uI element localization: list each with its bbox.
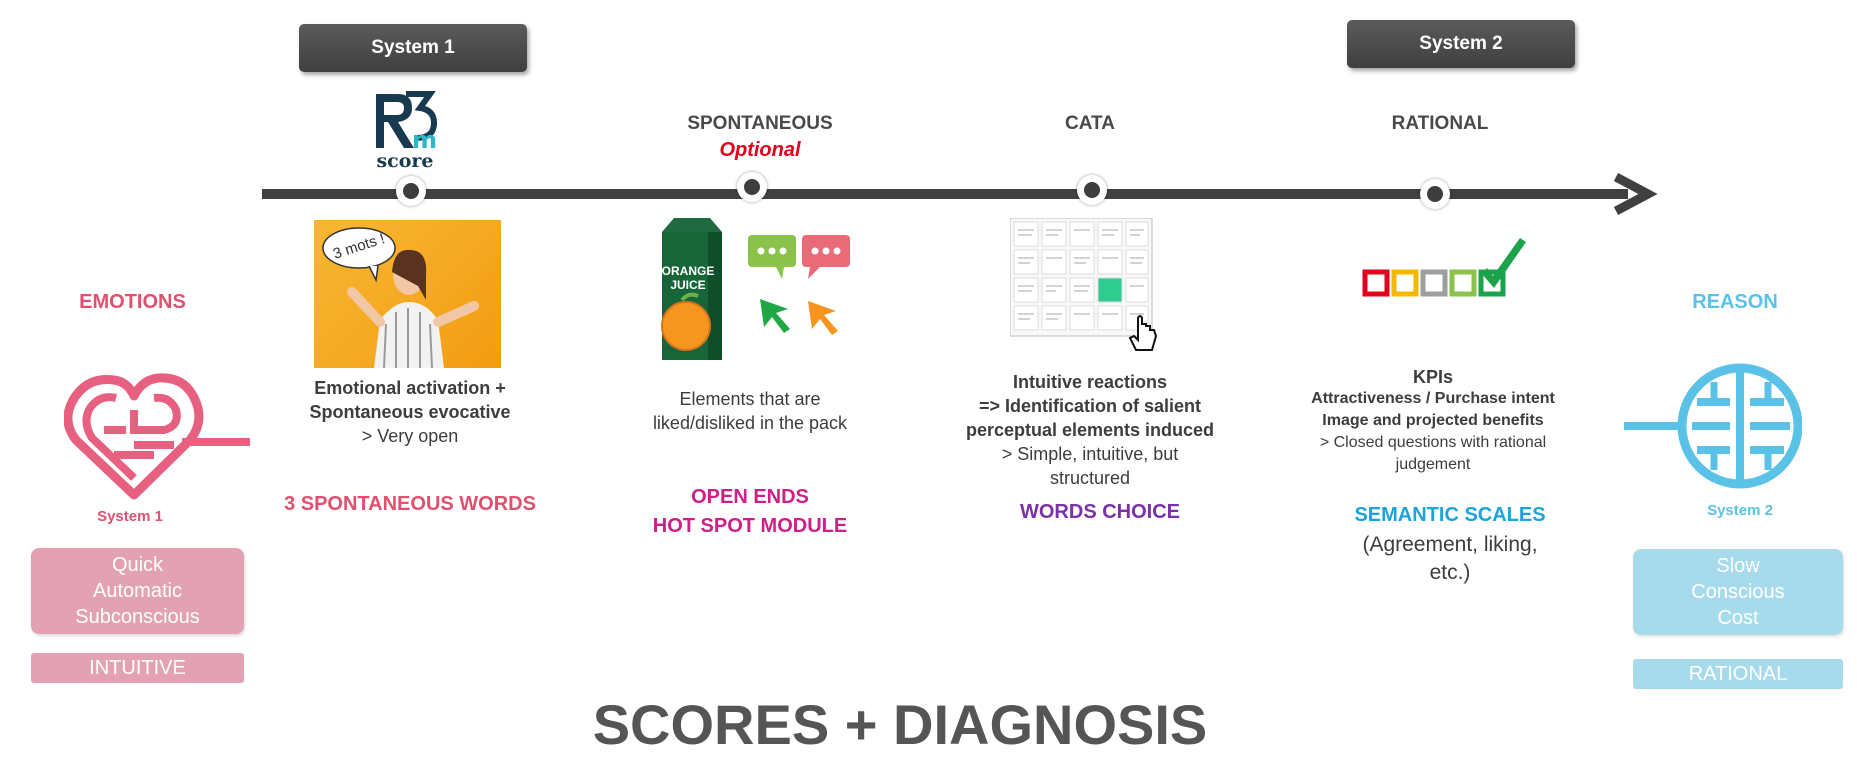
- timeline-node-3: [1077, 175, 1107, 205]
- col2-desc-line1: Elements that are: [679, 389, 821, 409]
- col4-desc-line2: Attractiveness / Purchase intent: [1311, 390, 1555, 407]
- col2-method: [620, 483, 880, 541]
- trait-subconscious: Subconscious: [75, 606, 200, 628]
- col2-method-line1: OPEN ENDS: [691, 486, 809, 508]
- step-label-rational: RATIONAL: [1391, 113, 1489, 134]
- system-2-badge: System 2: [1347, 20, 1575, 68]
- right-icon-caption: System 2: [1707, 502, 1773, 519]
- step-label-spontaneous: SPONTANEOUS: [687, 113, 833, 134]
- timeline-node-4: [1420, 179, 1450, 209]
- right-mode-badge: RATIONAL: [1633, 659, 1843, 689]
- woman-photo: [314, 220, 501, 368]
- col4-method-sub1: (Agreement, liking,: [1362, 533, 1538, 556]
- footer-title: SCORES + DIAGNOSIS: [592, 693, 1208, 756]
- col1-desc-line2: Spontaneous evocative: [309, 402, 511, 422]
- rating-scale-checkbox-icon: [1362, 236, 1532, 304]
- col3-desc-line3: perceptual elements induced: [965, 420, 1215, 440]
- cata-word-grid: [1010, 218, 1160, 358]
- trait-cost: Cost: [1717, 607, 1759, 629]
- col3-desc-line1: Intuitive reactions: [1012, 372, 1168, 392]
- col4-desc-line1: KPIs: [1412, 367, 1454, 387]
- col4-desc-line5: judgement: [1395, 456, 1471, 473]
- orange-juice-carton: [654, 214, 729, 362]
- col3-description: [960, 370, 1220, 490]
- trait-slow: Slow: [1716, 555, 1760, 577]
- col1-method: 3 SPONTANEOUS WORDS: [284, 493, 536, 515]
- col4-desc-line3: Image and projected benefits: [1322, 412, 1544, 429]
- step-label-cata: CATA: [1065, 113, 1115, 134]
- timeline-node-2: [737, 172, 767, 202]
- timeline-node-1: [396, 176, 426, 206]
- step-sublabel-optional: Optional: [719, 139, 801, 161]
- left-mode-badge: INTUITIVE: [31, 653, 244, 683]
- left-traits-box: [31, 548, 244, 634]
- carton-text-juice: JUICE: [670, 278, 706, 292]
- left-icon-caption: System 1: [97, 508, 163, 525]
- right-traits-box: [1633, 549, 1843, 635]
- system-1-badge: System 1: [299, 24, 527, 72]
- trait-quick: Quick: [111, 554, 164, 576]
- svg-text:m: m: [412, 126, 438, 152]
- col3-desc-line2: => Identification of salient: [978, 396, 1202, 416]
- col4-desc-line4: > Closed questions with rational: [1319, 434, 1547, 451]
- col3-method: WORDS CHOICE: [1020, 501, 1180, 523]
- col2-description: [620, 387, 880, 435]
- emotions-heading: EMOTIONS: [79, 291, 186, 313]
- col1-description: [290, 376, 530, 448]
- chat-bubble-green-icon: [748, 235, 796, 279]
- col4-description: [1298, 366, 1568, 476]
- col3-desc-line5: structured: [1049, 468, 1131, 488]
- reason-heading: REASON: [1692, 291, 1778, 313]
- trait-automatic: Automatic: [93, 580, 182, 602]
- logo-score-text: score: [376, 150, 434, 172]
- brain-maze-icon: [1622, 362, 1802, 492]
- col4-method-sub2: etc.): [1429, 561, 1471, 584]
- col4-method-sub: [1330, 531, 1570, 587]
- col4-method: SEMANTIC SCALES: [1354, 504, 1546, 526]
- col2-method-line2: HOT SPOT MODULE: [652, 515, 848, 537]
- chat-bubble-red-icon: [802, 235, 850, 279]
- heart-maze-icon: [64, 370, 254, 502]
- col1-desc-line3: > Very open: [361, 426, 459, 446]
- cursor-green-icon: [758, 297, 794, 335]
- cursor-orange-icon: [806, 299, 842, 337]
- r3m-score-logo: [370, 90, 440, 172]
- speech-bubble-text: 3 mots !: [330, 230, 387, 263]
- col1-desc-line1: Emotional activation +: [314, 378, 506, 398]
- col2-desc-line2: liked/disliked in the pack: [652, 413, 848, 433]
- trait-conscious: Conscious: [1691, 581, 1785, 603]
- carton-text-orange: ORANGE: [661, 264, 715, 278]
- col3-desc-line4: > Simple, intuitive, but: [1001, 444, 1179, 464]
